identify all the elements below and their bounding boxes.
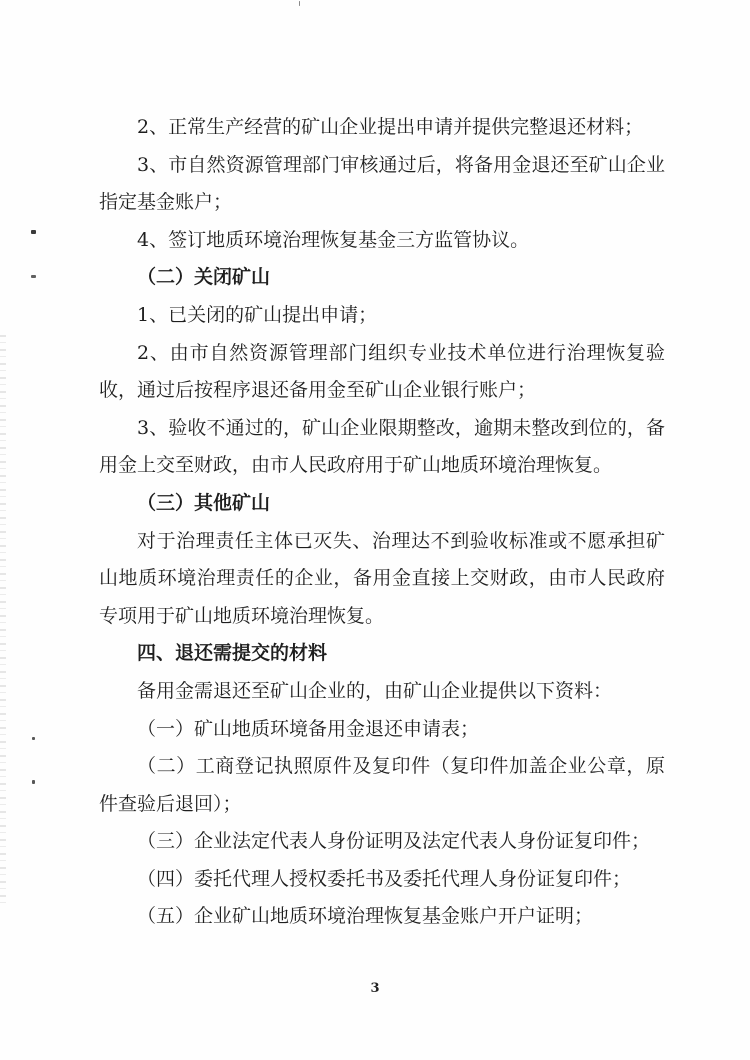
paragraph-materials-intro: 备用金需退还至矿山企业的，由矿山企业提供以下资料： — [137, 679, 613, 702]
document-body — [99, 109, 665, 936]
paragraph-material-3: （三）企业法定代表人身份证明及法定代表人身份证复印件； — [137, 830, 651, 853]
paragraph-material-4: （四）委托代理人授权委托书及委托代理人身份证复印件； — [137, 867, 632, 890]
scan-artifact-speck — [32, 780, 35, 784]
scan-artifact-speck — [31, 230, 36, 234]
heading-other-mines: （三）其他矿山 — [137, 491, 271, 514]
paragraph-closed-step-3: 3、验收不通过的，矿山企业限期整改，逾期未整改到位的，备用金上交至财政，由市人民政府用于矿山地质环境治理恢复。 — [99, 416, 665, 477]
paragraph-material-2: （二）工商登记执照原件及复印件（复印件加盖企业公章，原件查验后退回）； — [99, 755, 665, 815]
paragraph-closed-step-2: 2、由市自然资源管理部门组织专业技术单位进行治理恢复验收，通过后按程序退还备用金至矿山企业银行账户； — [99, 341, 665, 402]
paragraph-closed-step-1: 1、已关闭的矿山提出申请； — [137, 303, 378, 326]
heading-section-4-materials: 四、退还需提交的材料 — [137, 642, 328, 665]
scan-artifact-speck — [32, 737, 35, 740]
paragraph-material-1: （一）矿山地质环境备用金退还申请表； — [137, 717, 480, 740]
paragraph-step-2-normal-operation: 2、正常生产经营的矿山企业提出申请并提供完整退还材料； — [137, 116, 644, 138]
page-number: 3 — [370, 981, 380, 996]
paragraph-other-mines-detail: 对于治理责任主体已灭失、治理达不到验收标准或不愿承担矿山地质环境治理责任的企业，备用金直接上交财政，由市人民政府专项用于矿山地质环境治理恢复。 — [99, 529, 665, 627]
heading-closed-mines: （二）关闭矿山 — [137, 266, 271, 289]
paragraph-step-4-agreement: 4、签订地质环境治理恢复基金三方监管协议。 — [137, 228, 530, 251]
paragraph-step-3-review-refund: 3、市自然资源管理部门审核通过后，将备用金退还至矿山企业指定基金账户； — [99, 153, 665, 214]
scan-artifact-edge-noise — [0, 335, 6, 905]
scan-artifact-speck — [31, 275, 36, 278]
scan-artifact-speck — [299, 1, 300, 6]
paragraph-material-5: （五）企业矿山地质环境治理恢复基金账户开户证明； — [137, 905, 594, 928]
